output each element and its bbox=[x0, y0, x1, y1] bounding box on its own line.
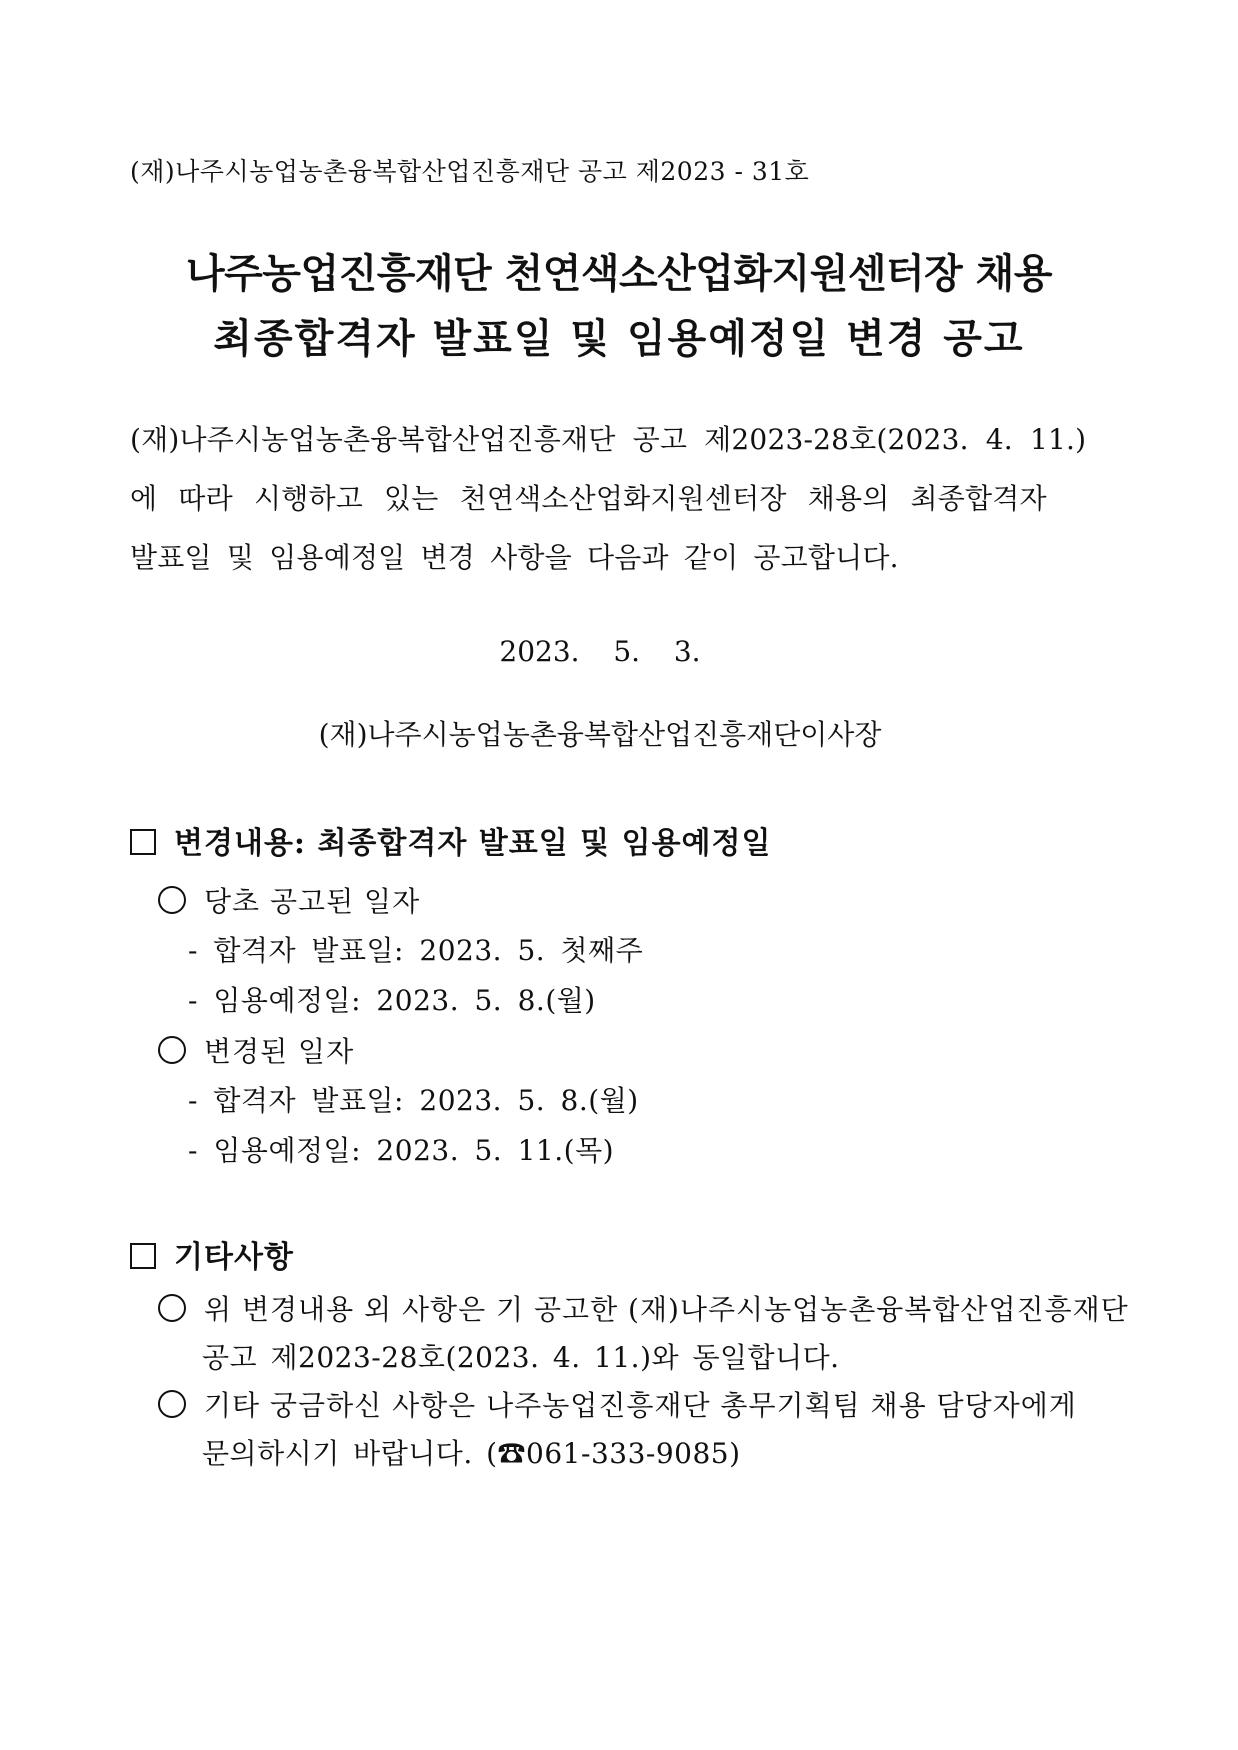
original-dates-label: 당초 공고된 일자 bbox=[204, 885, 421, 918]
intro-line-3: 발표일 및 임용예정일 변경 사항을 다음과 같이 공고합니다. bbox=[130, 541, 899, 574]
etc-item-1 bbox=[158, 1288, 1129, 1328]
etc-item-2-line-1: 기타 궁금하신 사항은 나주농업진흥재단 총무기획팀 채용 담당자에게 bbox=[204, 1389, 1077, 1422]
etc-item-2 bbox=[158, 1384, 1077, 1424]
notice-number: (재)나주시농업농촌융복합산업진흥재단 공고 제2023 - 31호 bbox=[130, 157, 810, 186]
changed-announce-date: - 합격자 발표일: 2023. 5. 8.(월) bbox=[188, 1084, 639, 1117]
changed-appoint-date: - 임용예정일: 2023. 5. 11.(목) bbox=[188, 1134, 615, 1167]
section-etc-heading-text: 기타사항 bbox=[174, 1240, 294, 1275]
issuer: (재)나주시농업농촌융복합산업진흥재단이사장 bbox=[318, 718, 882, 751]
changed-dates-item bbox=[158, 1030, 354, 1070]
original-appoint-date: - 임용예정일: 2023. 5. 8.(월) bbox=[188, 984, 596, 1017]
section-change-heading-text: 변경내용: 최종합격자 발표일 및 임용예정일 bbox=[174, 826, 772, 861]
changed-dates-label: 변경된 일자 bbox=[204, 1035, 355, 1068]
title-line-2: 최종합격자 발표일 및 임용예정일 변경 공고 bbox=[213, 316, 1025, 362]
checkbox-square-icon bbox=[130, 1243, 156, 1269]
etc-item-2-line-2: 문의하시기 바랍니다. (☎061-333-9085) bbox=[202, 1437, 741, 1470]
section-change-heading bbox=[130, 818, 772, 862]
circle-bullet-icon bbox=[158, 1294, 186, 1322]
notice-date: 2023. 5. 3. bbox=[499, 635, 701, 668]
section-etc-heading bbox=[130, 1232, 294, 1276]
original-announce-date: - 합격자 발표일: 2023. 5. 첫째주 bbox=[188, 934, 644, 967]
intro-line-2: 에 따라 시행하고 있는 천연색소산업화지원센터장 채용의 최종합격자 bbox=[130, 482, 1047, 515]
original-dates-item bbox=[158, 880, 420, 920]
checkbox-square-icon bbox=[130, 829, 156, 855]
circle-bullet-icon bbox=[158, 1390, 186, 1418]
circle-bullet-icon bbox=[158, 1036, 186, 1064]
title-line-1: 나주농업진흥재단 천연색소산업화지원센터장 채용 bbox=[186, 251, 1052, 297]
circle-bullet-icon bbox=[158, 886, 186, 914]
etc-item-1-line-2: 공고 제2023-28호(2023. 4. 11.)와 동일합니다. bbox=[202, 1341, 840, 1374]
etc-item-1-line-1: 위 변경내용 외 사항은 기 공고한 (재)나주시농업농촌융복합산업진흥재단 bbox=[204, 1293, 1129, 1326]
intro-line-1: (재)나주시농업농촌융복합산업진흥재단 공고 제2023-28호(2023. 4. 11.) bbox=[130, 423, 1087, 456]
